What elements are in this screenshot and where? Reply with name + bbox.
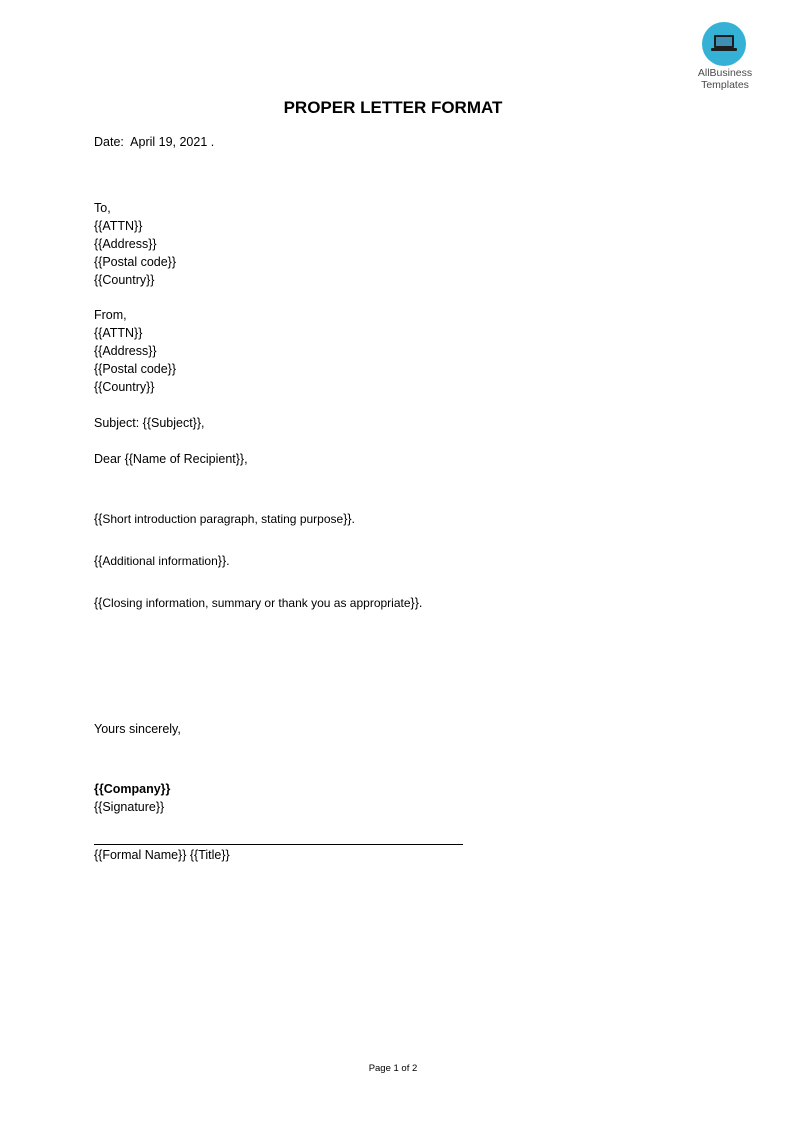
from-postal-code: {{Postal code}} <box>94 362 177 376</box>
signature-placeholder: {{Signature}} <box>94 800 165 814</box>
paragraph-additional <box>94 553 230 569</box>
to-heading: To, <box>94 201 111 215</box>
to-postal-code: {{Postal code}} <box>94 255 177 269</box>
closing-phrase: Yours sincerely, <box>94 722 181 736</box>
date-value: April 19, 2021 <box>130 135 208 149</box>
document-title: PROPER LETTER FORMAT <box>283 98 503 117</box>
date-label: Date: <box>94 135 124 149</box>
paragraph-text: Closing information, summary or thank you as appropriate <box>102 596 411 610</box>
signature-line <box>94 844 463 845</box>
to-address: {{Address}} <box>94 237 157 251</box>
from-address: {{Address}} <box>94 344 157 358</box>
from-attn: {{ATTN}} <box>94 326 143 340</box>
formal-name-title: {{Formal Name}} {{Title}} <box>94 848 230 862</box>
date-line <box>94 134 214 150</box>
paragraph-intro <box>94 511 355 527</box>
from-heading: From, <box>94 308 127 322</box>
paragraph-closing <box>94 595 422 611</box>
paragraph-text: Short introduction paragraph, stating purpose <box>102 512 344 526</box>
from-country: {{Country}} <box>94 380 155 394</box>
brace-open: {{ <box>94 512 103 526</box>
salutation: Dear {{Name of Recipient}}, <box>94 452 248 466</box>
page-number: Page 1 of 2 <box>368 1063 418 1074</box>
brace-open: {{ <box>94 554 103 568</box>
brace-open: {{ <box>94 596 103 610</box>
allbusiness-templates-logo <box>690 22 766 94</box>
to-country: {{Country}} <box>94 273 155 287</box>
logo-text <box>690 67 760 91</box>
logo-line-2: Templates <box>701 79 749 91</box>
company-name: {{Company}} <box>94 782 171 796</box>
to-attn: {{ATTN}} <box>94 219 143 233</box>
date-suffix: . <box>210 135 215 149</box>
brace-close: }}. <box>410 596 423 610</box>
brace-close: }}. <box>343 512 356 526</box>
subject-line: Subject: {{Subject}}, <box>94 416 205 430</box>
paragraph-text: Additional information <box>102 554 218 568</box>
brace-close: }}. <box>217 554 230 568</box>
logo-line-1: AllBusiness <box>697 67 753 79</box>
laptop-icon <box>709 33 739 55</box>
